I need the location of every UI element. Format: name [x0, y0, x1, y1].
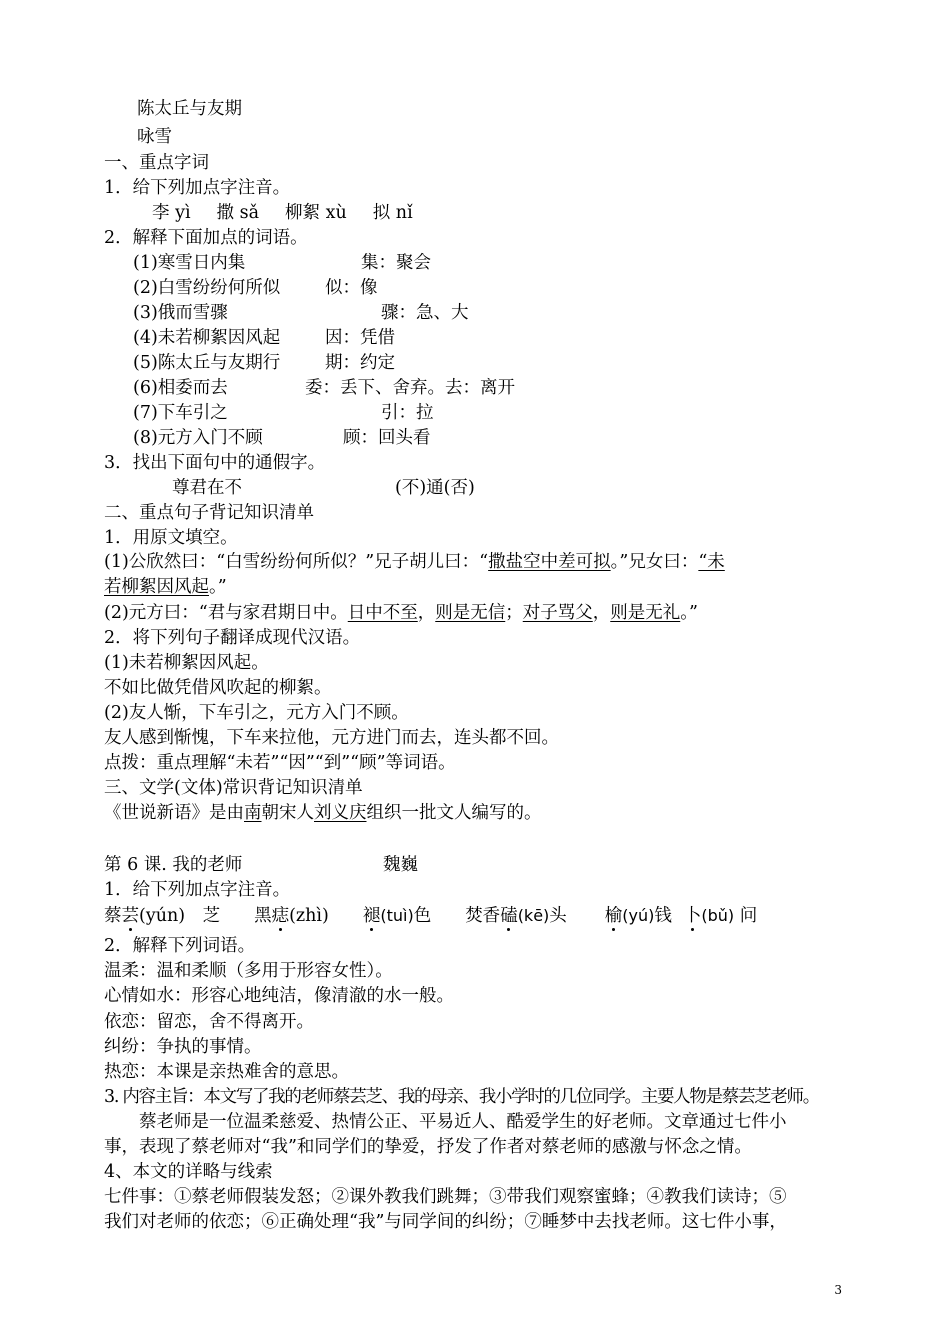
translate-source: (2)友人惭，下车引之，元方入门不顾。: [104, 703, 409, 723]
fill-line-3: (2)元方曰：“君与家君期日中。日中不至，则是无信；对子骂父，则是无礼。”: [104, 603, 698, 623]
pinyin-item: 榆(yú)钱: [604, 906, 672, 926]
underlined-answer: 若柳絮因风起: [104, 577, 209, 597]
pinyin-item: 李 yì: [152, 203, 191, 223]
pinyin-item: 柳絮 xù: [285, 203, 347, 223]
paragraph-line: 七件事：①蔡老师假装发怒；②课外教我们跳舞；③带我们观察蜜蜂；④教我们读诗；⑤: [104, 1187, 787, 1207]
section-heading-3: 三、文学(文体)常识背记知识清单: [104, 778, 363, 798]
translate-answer: 不如比做凭借风吹起的柳絮。: [104, 678, 332, 698]
def-word: (3)俄而雪骤: [133, 303, 228, 323]
fill-heading: 1．用原文填空。: [104, 528, 238, 548]
word-definition: 依恋：留恋，舍不得离开。: [104, 1012, 314, 1032]
pinyin-item: 撒 sǎ: [216, 203, 260, 223]
def-word: (6)相委而去: [133, 378, 228, 398]
tongjia-answer: (不)通(否): [395, 478, 475, 498]
def-word: (4)未若柳絮因风起: [133, 328, 281, 348]
title-chen-taiqiu: 陈太丘与友期: [137, 99, 242, 119]
def-word: (8)元方入门不顾: [133, 428, 263, 448]
underlined-answer: 刘义庆: [314, 803, 367, 823]
word-definition: 热恋：本课是亲热难舍的意思。: [104, 1062, 349, 1082]
lesson-question-1: 1．给下列加点字注音。: [104, 880, 291, 900]
fill-line-2: 若柳絮因风起。”: [104, 577, 227, 597]
lesson-question-2: 2．解释下列词语。: [104, 936, 256, 956]
lesson-title: 第 6 课. 我的老师: [104, 855, 243, 875]
theme-line: 3. 内容主旨：本文写了我的老师蔡芸芝、我的母亲、我小学时的几位同学。主要人物是蔡芸芝老师。: [104, 1087, 819, 1107]
def-word: (7)下车引之: [133, 403, 228, 423]
underlined-answer: 则是无信: [435, 603, 506, 623]
def-meaning: 骤：急、大: [381, 303, 469, 323]
def-meaning: 引：拉: [381, 403, 434, 423]
underlined-answer: “未: [698, 552, 725, 572]
def-meaning: 集：聚会: [361, 253, 431, 273]
paragraph-line: 我们对老师的依恋；⑥正确处理“我”与同学间的纠纷；⑦睡梦中去找老师。这七件小事，: [104, 1212, 787, 1232]
underlined-answer: 南: [244, 803, 262, 823]
translate-answer: 友人感到惭愧，下车来拉他，元方进门而去，连头都不回。: [104, 728, 559, 748]
translate-source: (1)未若柳絮因风起。: [104, 653, 269, 673]
def-meaning: 顾：回头看: [343, 428, 431, 448]
literature-line: 《世说新语》是由南朝宋人刘义庆组织一批文人编写的。: [104, 803, 542, 823]
question-3: 3．找出下面句中的通假字。: [104, 453, 326, 473]
section-heading-1: 一、重点字词: [104, 153, 209, 173]
title-yong-xue: 咏雪: [137, 127, 172, 147]
tongjia-sentence: 尊君在不: [172, 478, 242, 498]
def-meaning: 似：像: [325, 278, 378, 298]
def-word: (2)白雪纷纷何所似: [133, 278, 281, 298]
paragraph-line: 蔡老师是一位温柔慈爱、热情公正、平易近人、酷爱学生的好老师。文章通过七件小: [104, 1112, 787, 1132]
word-definition: 心情如水：形容心地纯洁，像清澈的水一般。: [104, 986, 454, 1006]
section-heading-2: 二、重点句子背记知识清单: [104, 503, 314, 523]
underlined-answer: 则是无礼: [610, 603, 681, 623]
pinyin-row-1: [152, 201, 413, 225]
paragraph-line: 事，表现了蔡老师对“我”和同学们的挚爱，抒发了作者对蔡老师的感激与怀念之情。: [104, 1137, 752, 1157]
pinyin-item: 卜(bǔ) 问: [683, 906, 758, 926]
underlined-answer: 撒盐空中差可拟: [488, 552, 611, 572]
pinyin-item: 拟 nǐ: [372, 203, 413, 223]
pinyin-item: 蔡芸(yún) 芝: [104, 906, 221, 926]
word-definition: 纠纷：争执的事情。: [104, 1037, 262, 1057]
underlined-answer: 对子骂父: [522, 603, 593, 623]
page-number: 3: [834, 1283, 842, 1297]
fill-line-1: (1)公欣然曰：“白雪纷纷何所似？”兄子胡儿曰：“撒盐空中差可拟。”兄女曰：“未: [104, 552, 725, 572]
translate-heading: 2．将下列句子翻译成现代汉语。: [104, 628, 361, 648]
question-1: 1．给下列加点字注音。: [104, 178, 291, 198]
def-meaning: 因：凭借: [325, 328, 395, 348]
word-definition: 温柔：温和柔顺（多用于形容女性）。: [104, 961, 393, 981]
pinyin-item: 褪(tuì)色: [362, 906, 432, 926]
pinyin-item: 焚香磕(kē)头: [465, 906, 567, 926]
pinyin-row-2: [104, 904, 757, 928]
def-word: (1)寒雪日内集: [133, 253, 246, 273]
tip-line: 点拨：重点理解“未若”“因”“到”“顾”等词语。: [104, 753, 456, 773]
lesson-question-4: 4、本文的详略与线索: [104, 1162, 273, 1182]
def-word: (5)陈太丘与友期行: [133, 353, 281, 373]
question-2: 2．解释下面加点的词语。: [104, 228, 308, 248]
lesson-author: 魏巍: [383, 855, 418, 875]
pinyin-item: 黑痣(zhì): [254, 906, 329, 926]
def-meaning: 委：丢下、舍弃。去：离开: [305, 378, 515, 398]
underlined-answer: 日中不至: [347, 603, 418, 623]
def-meaning: 期：约定: [325, 353, 395, 373]
